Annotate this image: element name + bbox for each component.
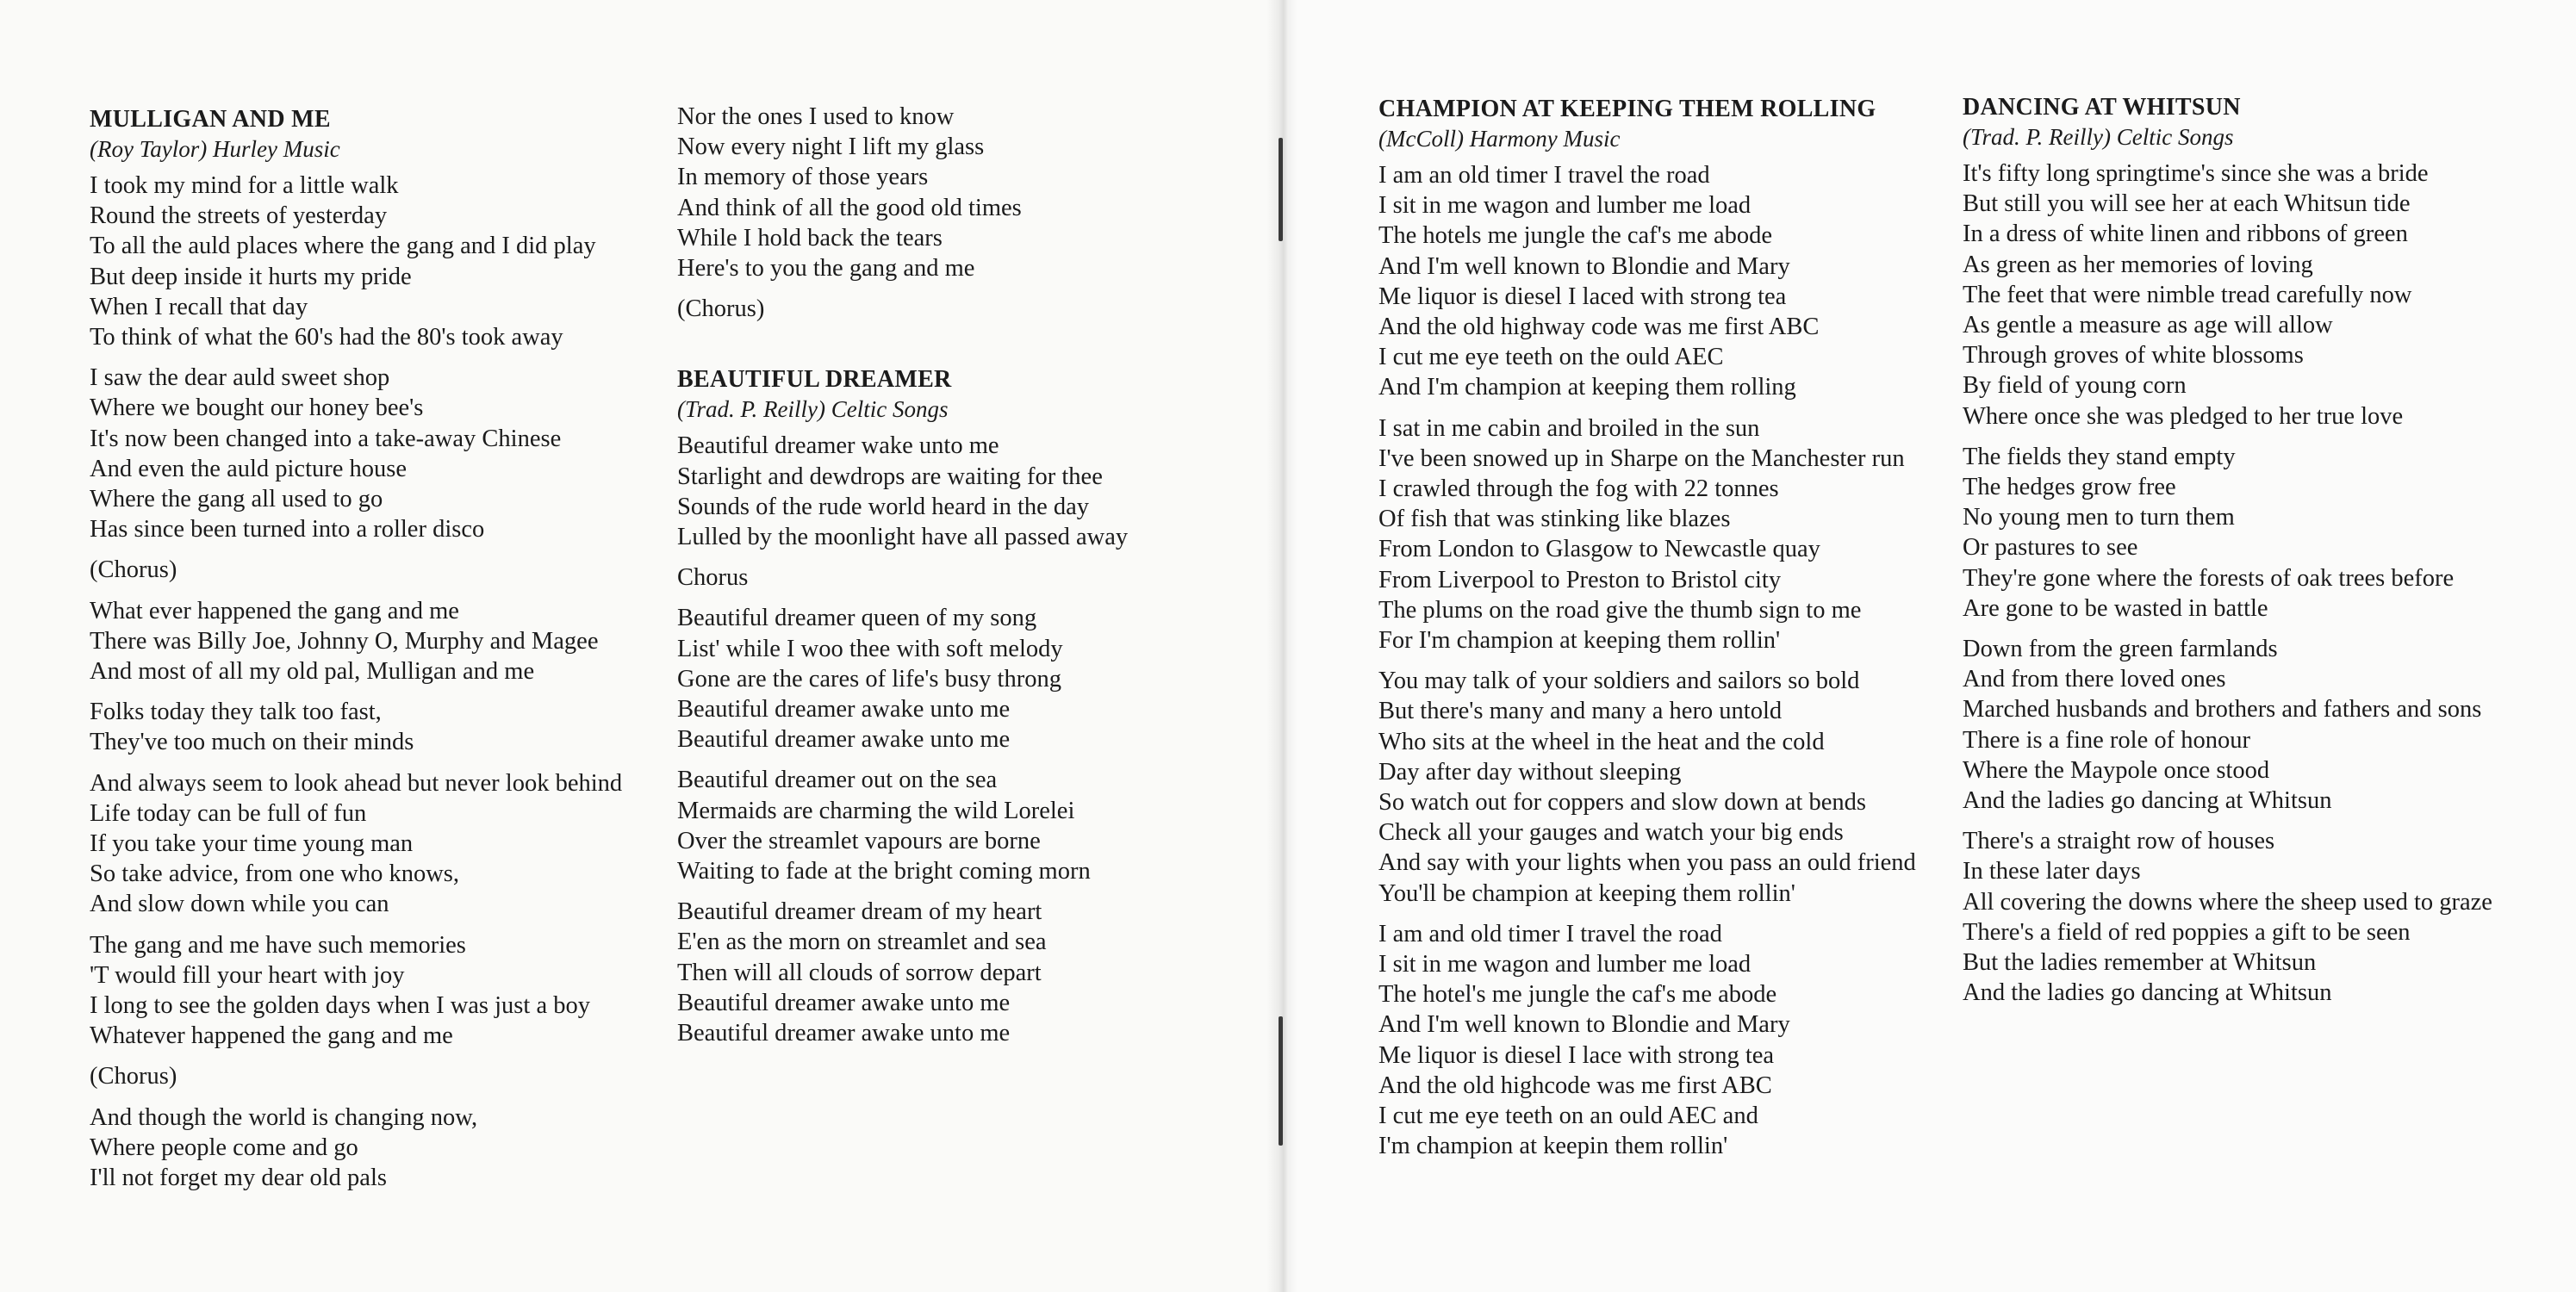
column-champion: [1378, 95, 1947, 1172]
chorus-label: Chorus: [677, 564, 749, 592]
chorus-marker: (Chorus): [677, 295, 765, 323]
lyric-line: I crawled through the fog with 22 tonnes: [1378, 475, 1779, 503]
stanza: [1378, 919, 1947, 1162]
lyric-line: E'en as the morn on streamlet and sea: [677, 929, 1047, 956]
lyric-line: Me liquor is diesel I lace with strong tea: [1378, 1041, 1775, 1069]
lyric-line: There's a field of red poppies a gift to be seen: [1963, 918, 2411, 946]
lyric-line: But deep inside it hurts my pride: [90, 263, 412, 290]
staple-top: [1279, 138, 1283, 241]
lyric-line: The hedges grow free: [1963, 474, 2176, 501]
lyric-line: So take advice, from one who knows,: [90, 860, 459, 888]
lyric-line: I'm champion at keepin them rollin': [1378, 1133, 1728, 1160]
stanza: [677, 765, 1246, 886]
lyric-line: Where we bought our honey bee's: [90, 394, 424, 422]
stanza: [677, 102, 1246, 283]
lyric-line: Whatever happened the gang and me: [90, 1022, 453, 1050]
song-credit: (Roy Taylor) Hurley Music: [90, 136, 340, 162]
lyric-line: And from there loved ones: [1963, 666, 2226, 693]
lyric-line: I took my mind for a little walk: [90, 172, 399, 199]
lyric-line: There was Billy Joe, Johnny O, Murphy and Magee: [90, 627, 599, 655]
song-gap: [677, 334, 1246, 365]
stanza: [1963, 442, 2531, 624]
lyric-line: But still you will see her at each Whitsun tide: [1963, 190, 2411, 218]
lyric-line: Life today can be full of fun: [90, 799, 367, 827]
lyric-line: Who sits at the wheel in the heat and the cold: [1378, 728, 1825, 755]
lyric-line: The hotel's me jungle the caf's me abode: [1378, 981, 1777, 1009]
lyric-line: List' while I woo thee with soft melody: [677, 635, 1063, 662]
lyric-line: All covering the downs where the sheep used to graze: [1963, 888, 2492, 916]
lyric-line: Beautiful dreamer awake unto me: [677, 1020, 1011, 1047]
lyric-line: I am an old timer I travel the road: [1378, 162, 1710, 189]
lyric-line: I sit in me wagon and lumber me load: [1378, 951, 1752, 978]
lyric-line: Folks today they talk too fast,: [90, 699, 382, 726]
lyric-line: As green as her memories of loving: [1963, 251, 2313, 278]
lyric-line: And though the world is changing now,: [90, 1103, 478, 1131]
song-title: CHAMPION AT KEEPING THEM ROLLING: [1378, 96, 1876, 122]
lyric-line: And the old highway code was me first ABC: [1378, 314, 1820, 341]
lyric-line: And slow down while you can: [90, 891, 389, 918]
lyric-line: I cut me eye teeth on an ould AEC and: [1378, 1103, 1758, 1130]
column-whitsun: [1963, 93, 2531, 1018]
stanza: [1378, 413, 1947, 656]
lyric-line: In memory of those years: [677, 164, 929, 191]
lyric-line: From London to Glasgow to Newcastle quay: [1378, 536, 1820, 563]
lyric-line: Beautiful dreamer awake unto me: [677, 989, 1011, 1016]
lyric-line: In these later days: [1963, 858, 2141, 885]
song-credit: (McColl) Harmony Music: [1378, 126, 1621, 152]
column-mulligan: [90, 105, 658, 1203]
lyric-line: 'T would fill your heart with joy: [90, 961, 405, 989]
lyric-line: Me liquor is diesel I laced with strong tea: [1378, 283, 1787, 310]
stanza: [677, 431, 1246, 552]
lyric-line: Where the gang all used to go: [90, 486, 383, 513]
lyric-line: When I recall that day: [90, 293, 308, 320]
stanza: [1963, 826, 2531, 1008]
lyric-line: Beautiful dreamer wake unto me: [677, 432, 999, 460]
lyric-line: I am and old timer I travel the road: [1378, 920, 1722, 947]
lyric-line: From Liverpool to Preston to Bristol city: [1378, 566, 1782, 593]
lyric-line: And even the auld picture house: [90, 455, 408, 482]
lyric-line: In a dress of white linen and ribbons of green: [1963, 221, 2408, 248]
lyric-line: No young men to turn them: [1963, 504, 2235, 531]
lyric-line: And the ladies go dancing at Whitsun: [1963, 787, 2332, 815]
lyric-line: Through groves of white blossoms: [1963, 342, 2304, 370]
song-title: DANCING AT WHITSUN: [1963, 94, 2241, 121]
song-credit: (Trad. P. Reilly) Celtic Songs: [1963, 124, 2234, 150]
lyric-line: They're gone where the forests of oak trees before: [1963, 564, 2455, 592]
lyric-line: Starlight and dewdrops are waiting for thee: [677, 463, 1103, 490]
lyric-line: And say with your lights when you pass an ould friend: [1378, 849, 1916, 877]
lyric-line: For I'm champion at keeping them rollin': [1378, 627, 1781, 655]
lyric-line: Over the streamlet vapours are borne: [677, 827, 1041, 854]
stanza: [90, 930, 658, 1052]
lyric-line: But the ladies remember at Whitsun: [1963, 949, 2317, 977]
lyric-line: Day after day without sleeping: [1378, 758, 1682, 786]
lyric-line: Of fish that was stinking like blazes: [1378, 506, 1731, 533]
lyric-line: Check all your gauges and watch your big ends: [1378, 819, 1844, 847]
lyric-line: So watch out for coppers and slow down at bends: [1378, 789, 1866, 817]
lyric-line: Sounds of the rude world heard in the day: [677, 493, 1090, 520]
lyric-line: I'll not forget my dear old pals: [90, 1165, 387, 1192]
lyric-line: Beautiful dreamer dream of my heart: [677, 898, 1042, 926]
lyric-line: Mermaids are charming the wild Lorelei: [677, 797, 1075, 824]
stanza: [1378, 666, 1947, 909]
lyric-line: And most of all my old pal, Mulligan and me: [90, 658, 535, 686]
lyric-line: Has since been turned into a roller disco: [90, 516, 485, 544]
lyric-line: The fields they stand empty: [1963, 443, 2236, 470]
lyric-line: And always seem to look ahead but never look behind: [90, 769, 623, 797]
lyric-line: Beautiful dreamer awake unto me: [677, 726, 1011, 754]
lyric-line: Marched husbands and brothers and fathers and sons: [1963, 696, 2482, 724]
lyric-line: And think of all the good old times: [677, 194, 1022, 221]
lyric-line: And the ladies go dancing at Whitsun: [1963, 979, 2332, 1007]
lyric-line: You'll be champion at keeping them rollin': [1378, 879, 1795, 907]
lyric-line: And I'm well known to Blondie and Mary: [1378, 1011, 1790, 1039]
chorus-marker: (Chorus): [90, 556, 177, 584]
lyric-line: Gone are the cares of life's busy throng: [677, 665, 1061, 693]
lyric-line: The plums on the road give the thumb sign to me: [1378, 596, 1862, 624]
song-title: BEAUTIFUL DREAMER: [677, 366, 952, 394]
stanza: [90, 596, 658, 687]
lyric-line: Are gone to be wasted in battle: [1963, 594, 2268, 622]
lyric-line: I long to see the golden days when I was just a boy: [90, 992, 590, 1020]
lyric-line: I cut me eye teeth on the ould AEC: [1378, 344, 1724, 371]
lyric-line: And the old highcode was me first ABC: [1378, 1071, 1772, 1099]
lyric-line: Beautiful dreamer queen of my song: [677, 605, 1037, 632]
song-credit: (Trad. P. Reilly) Celtic Songs: [677, 396, 949, 423]
stanza: [90, 363, 658, 544]
lyric-line: I sit in me wagon and lumber me load: [1378, 192, 1752, 220]
lyric-line: Waiting to fade at the bright coming morn: [677, 858, 1091, 885]
lyric-line: While I hold back the tears: [677, 224, 943, 252]
lyric-line: I've been snowed up in Sharpe on the Manchester run: [1378, 444, 1905, 472]
lyric-line: By field of young corn: [1963, 372, 2187, 400]
lyric-line: It's now been changed into a take-away Chinese: [90, 425, 562, 452]
lyric-line: I saw the dear auld sweet shop: [90, 364, 390, 392]
lyric-line: Beautiful dreamer awake unto me: [677, 696, 1011, 724]
stanza: [1963, 158, 2531, 432]
lyric-line: They've too much on their minds: [90, 729, 414, 756]
lyric-line: Where once she was pledged to her true love: [1963, 402, 2404, 430]
stanza: [1963, 634, 2531, 816]
column-dreamer: [677, 102, 1246, 1059]
stanza: [1378, 160, 1947, 403]
stanza: [677, 897, 1246, 1048]
lyric-line: As gentle a measure as age will allow: [1963, 312, 2333, 339]
lyric-line: The gang and me have such memories: [90, 931, 466, 959]
stanza: [677, 603, 1246, 755]
stanza: [90, 768, 658, 920]
stanza: [90, 1103, 658, 1194]
lyric-line: Where the Maypole once stood: [1963, 756, 2270, 784]
lyric-line: Down from the green farmlands: [1963, 636, 2278, 663]
lyric-line: There's a straight row of houses: [1963, 828, 2275, 855]
chorus-marker: (Chorus): [90, 1063, 177, 1090]
lyric-line: There is a fine role of honour: [1963, 726, 2250, 754]
lyric-line: Now every night I lift my glass: [677, 134, 985, 161]
lyric-line: Then will all clouds of sorrow depart: [677, 959, 1042, 986]
lyric-line: But there's many and many a hero untold: [1378, 698, 1783, 725]
lyric-line: Or pastures to see: [1963, 534, 2138, 562]
stanza: [90, 171, 658, 352]
lyric-line: It's fifty long springtime's since she was a bride: [1963, 160, 2429, 187]
staple-bottom: [1279, 1016, 1283, 1146]
lyric-line: Round the streets of yesterday: [90, 202, 388, 230]
lyric-line: Where people come and go: [90, 1134, 358, 1161]
lyric-line: To all the auld places where the gang and I did play: [90, 233, 596, 260]
lyric-line: To think of what the 60's had the 80's took away: [90, 324, 563, 351]
lyric-line: The hotels me jungle the caf's me abode: [1378, 222, 1773, 250]
lyric-line: The feet that were nimble tread carefully now: [1963, 281, 2412, 308]
lyric-line: What ever happened the gang and me: [90, 597, 459, 624]
lyric-line: Lulled by the moonlight have all passed away: [677, 524, 1129, 551]
lyric-line: And I'm well known to Blondie and Mary: [1378, 252, 1790, 280]
stanza: [90, 697, 658, 757]
lyric-line: Nor the ones I used to know: [677, 103, 955, 130]
lyric-line: You may talk of your soldiers and sailors so bold: [1378, 668, 1860, 695]
lyric-line: Here's to you the gang and me: [677, 255, 975, 283]
lyric-line: Beautiful dreamer out on the sea: [677, 767, 998, 794]
lyric-line: And I'm champion at keeping them rolling: [1378, 374, 1796, 401]
lyric-line: If you take your time young man: [90, 830, 414, 858]
song-title: MULLIGAN AND ME: [90, 106, 331, 133]
lyric-line: I sat in me cabin and broiled in the sun: [1378, 414, 1760, 442]
